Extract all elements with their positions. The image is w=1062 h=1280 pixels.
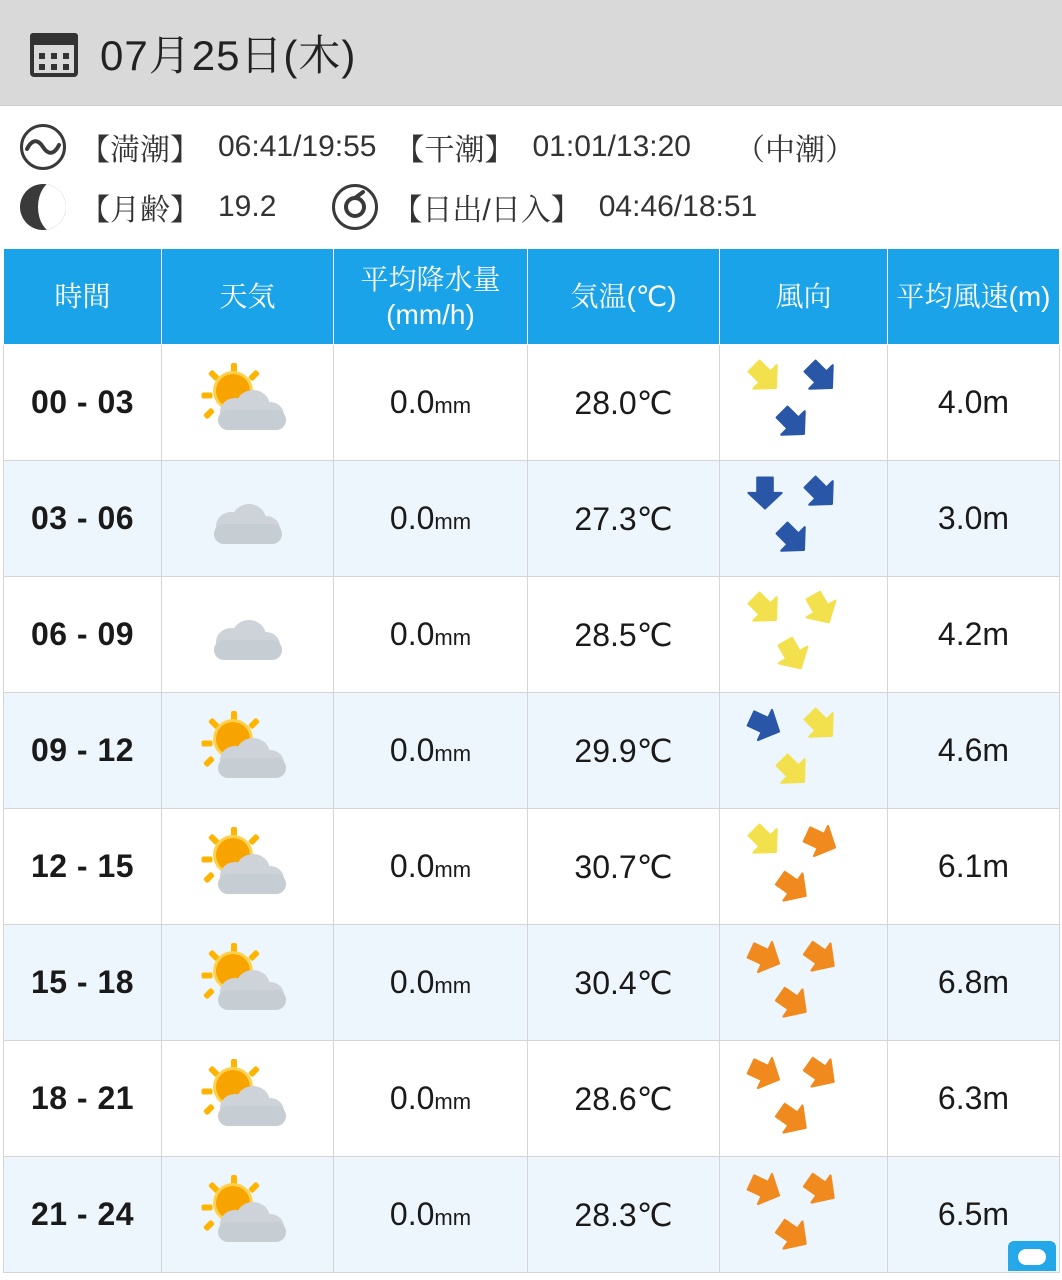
wind-arrow-icon [799,1051,843,1095]
col-header-weather: 天気 [162,249,334,345]
wind-arrow-icon [743,1051,787,1095]
page-title: 07月25日(木) [100,31,357,79]
wind-arrow-icon [743,1167,787,1211]
cell-temp: 27.3℃ [528,461,720,577]
wind-arrow-icon [799,471,843,515]
cell-time: 09 - 12 [4,693,162,809]
partly-cloudy-icon [202,1184,294,1246]
table-row [4,577,1060,693]
cell-temp: 30.4℃ [528,925,720,1041]
tide-row [20,124,1042,170]
cell-weather [162,1157,334,1273]
cell-wind-direction [720,925,888,1041]
wind-arrow-icon [771,1213,815,1257]
cell-time: 18 - 21 [4,1041,162,1157]
wind-arrow-icon [771,1097,815,1141]
wind-arrow-icon [799,587,843,631]
wind-arrow-icon [799,1167,843,1211]
wind-arrow-icon [743,355,787,399]
forecast-table [3,248,1060,1273]
cell-rain: 0.0mm [334,1157,528,1273]
col-header-dir: 風向 [720,249,888,345]
cell-weather [162,809,334,925]
wind-arrow-icon [799,355,843,399]
cell-time: 00 - 03 [4,345,162,461]
moon-sun-row [20,184,1042,230]
col-header-temp: 気温(℃) [528,249,720,345]
wind-arrow-icon [799,703,843,747]
calendar-icon [30,29,78,77]
cloudy-icon [202,488,294,550]
cell-temp: 28.0℃ [528,345,720,461]
wind-arrow-icon [743,471,787,515]
wave-icon [20,124,66,170]
partly-cloudy-icon [202,952,294,1014]
table-row [4,1157,1060,1273]
table-row [4,925,1060,1041]
wind-arrow-icon [799,819,843,863]
forecast-body [4,345,1060,1273]
table-row [4,461,1060,577]
wind-arrow-icon [771,517,815,561]
moon-age-value: 19.2 [218,190,277,223]
table-row [4,693,1060,809]
app-badge-icon [1008,1241,1056,1271]
cell-wind-speed: 4.6m [888,693,1060,809]
cell-wind-direction [720,345,888,461]
cloudy-icon [202,604,294,666]
cell-rain: 0.0mm [334,461,528,577]
cell-wind-speed: 6.8m [888,925,1060,1041]
cell-wind-direction [720,1157,888,1273]
cell-time: 03 - 06 [4,461,162,577]
wind-arrow-icon [743,935,787,979]
cell-rain: 0.0mm [334,1041,528,1157]
cell-weather [162,345,334,461]
wind-arrow-icon [771,749,815,793]
cell-time: 06 - 09 [4,577,162,693]
cell-rain: 0.0mm [334,925,528,1041]
low-tide-times: 01:01/13:20 [532,130,691,163]
cell-weather [162,577,334,693]
tide-type: （中潮） [734,134,855,167]
cell-rain: 0.0mm [334,345,528,461]
cell-wind-direction [720,809,888,925]
col-header-time: 時間 [4,249,162,345]
partly-cloudy-icon [202,836,294,898]
cell-weather [162,461,334,577]
cell-temp: 30.7℃ [528,809,720,925]
cell-wind-speed: 4.0m [888,345,1060,461]
cell-wind-direction [720,577,888,693]
high-tide-label: 【満潮】 [80,134,200,167]
cell-rain: 0.0mm [334,809,528,925]
wind-arrow-icon [743,819,787,863]
cell-wind-speed: 3.0m [888,461,1060,577]
table-row [4,345,1060,461]
cell-temp: 28.6℃ [528,1041,720,1157]
cell-rain: 0.0mm [334,577,528,693]
cell-wind-direction [720,693,888,809]
col-header-rain-line2: (mm/h) [386,298,475,330]
sun-times: 04:46/18:51 [598,190,758,223]
high-tide-times: 06:41/19:55 [218,130,377,163]
wind-arrow-icon [771,401,815,445]
col-header-rain [334,249,528,345]
cell-time: 12 - 15 [4,809,162,925]
wind-arrow-icon [743,703,787,747]
cell-time: 15 - 18 [4,925,162,1041]
cell-temp: 29.9℃ [528,693,720,809]
date-header [0,0,1062,106]
partly-cloudy-icon [202,1068,294,1130]
cell-weather [162,693,334,809]
sun-label: 【日出/日入】 [392,194,581,227]
cell-wind-speed: 6.1m [888,809,1060,925]
cell-wind-speed: 6.5m [888,1157,1060,1273]
wind-arrow-icon [771,865,815,909]
cell-weather [162,925,334,1041]
sunrise-sunset-icon [332,184,378,230]
wind-arrow-icon [743,587,787,631]
partly-cloudy-icon [202,372,294,434]
table-row [4,809,1060,925]
cell-wind-speed: 6.3m [888,1041,1060,1157]
cell-weather [162,1041,334,1157]
low-tide-label: 【干潮】 [394,134,515,167]
tide-info-block [0,106,1062,248]
moon-age-label: 【月齢】 [80,194,200,227]
partly-cloudy-icon [202,720,294,782]
col-header-rain-line1: 平均降水量 [360,263,501,295]
cell-wind-direction [720,461,888,577]
col-header-speed: 平均風速(m) [888,249,1060,345]
wind-arrow-icon [771,633,815,677]
table-header-row [4,249,1060,345]
wind-arrow-icon [771,981,815,1025]
cell-temp: 28.3℃ [528,1157,720,1273]
moon-icon [20,184,66,230]
cell-wind-speed: 4.2m [888,577,1060,693]
cell-wind-direction [720,1041,888,1157]
table-row [4,1041,1060,1157]
wind-arrow-icon [799,935,843,979]
cell-rain: 0.0mm [334,693,528,809]
cell-time: 21 - 24 [4,1157,162,1273]
cell-temp: 28.5℃ [528,577,720,693]
